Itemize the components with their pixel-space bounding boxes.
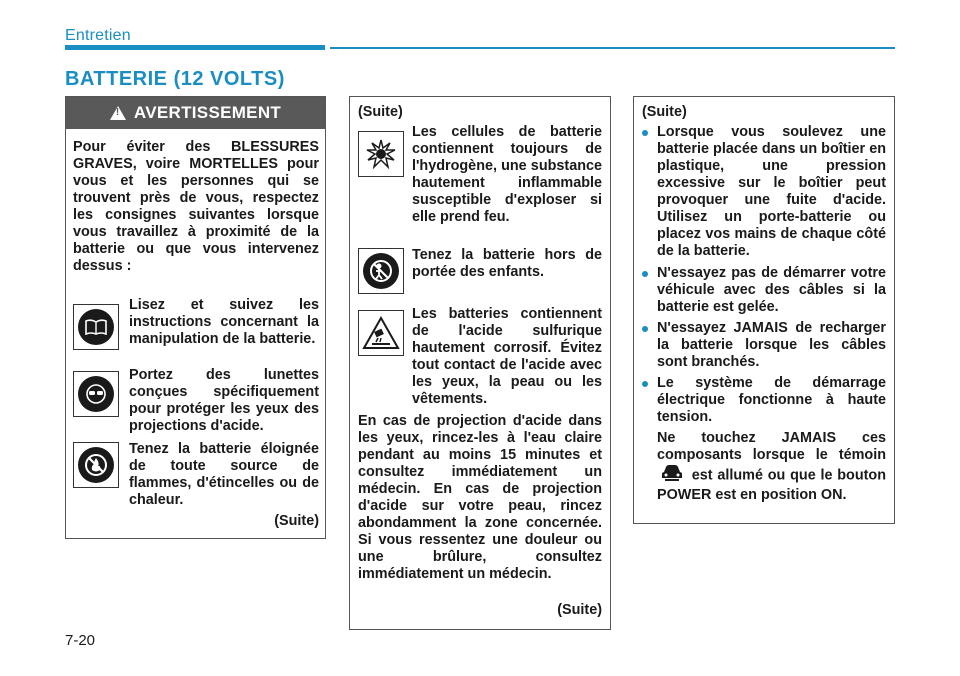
suite-label: (Suite) — [274, 513, 319, 529]
warning-triangle-icon — [110, 106, 126, 120]
explosive-gas-icon — [358, 131, 404, 177]
suite-label: (Suite) — [642, 104, 687, 120]
warning-item — [73, 304, 119, 350]
page-number: 7-20 — [65, 632, 96, 649]
no-flames-icon — [73, 442, 119, 488]
page-title: BATTERIE (12 VOLTS) — [65, 68, 285, 90]
header-bar — [65, 45, 325, 50]
warning-header-label: AVERTISSEMENT — [133, 103, 282, 122]
warning-item — [73, 371, 119, 417]
middle-item — [358, 131, 404, 177]
middle-item-text: Les batteries contiennent de l'acide sulfurique hautement corrosif. Évitez tout contact de l'acide avec les yeux, la peau ou les vêtements. — [412, 306, 602, 407]
section-label: Entretien — [65, 27, 131, 44]
manual-book-icon — [73, 304, 119, 350]
bullet-item: N'essayez pas de démarrer votre véhicule avec des câbles si la batterie est gelée. — [642, 265, 886, 316]
warning-item-text: Portez des lunettes conçues spécifiquement pour protéger les yeux des projections d'acide. — [129, 367, 319, 434]
corrosive-acid-icon — [358, 310, 404, 356]
warning-item-text: Lisez et suivez les instructions concernant la manipulation de la batterie. — [129, 297, 319, 347]
keep-away-children-icon — [358, 248, 404, 294]
warning-header — [66, 97, 325, 129]
middle-item-text: Les cellules de batterie contiennent toujours de l'hydrogène, une substance hautement inflammable susceptible d'exploser si elle prend feu. — [412, 124, 602, 225]
warning-item — [73, 442, 119, 488]
bullet-item: Le système de démarrage électrique fonctionne à haute tension. — [642, 375, 886, 426]
middle-item-text: Tenez la batterie hors de portée des enfants. — [412, 247, 602, 280]
ready-indicator-car-icon — [660, 464, 684, 487]
high-voltage-note — [657, 430, 886, 504]
warning-item-text: Tenez la batterie éloignée de toute source de flammes, d'étincelles ou de chaleur. — [129, 441, 319, 508]
note-text-before: Ne touchez JAMAIS ces composants lorsque le témoin — [657, 430, 886, 463]
middle-item — [358, 310, 404, 356]
bullet-item: N'essayez JAMAIS de recharger la batterie lorsque les câbles sont branchés. — [642, 320, 886, 371]
acid-paragraph: En cas de projection d'acide dans les yeux, rincez-les à l'eau claire pendant au moins 15 minutes et consultez immédiatement un médecin. En cas de projection d'acide sur votre peau, rincez abondamment la zone concernée. Si vous ressentez une douleur ou une brûlure, consultez immédiatement un médecin. — [358, 413, 602, 582]
middle-item — [358, 248, 404, 294]
safety-goggles-icon — [73, 371, 119, 417]
suite-label: (Suite) — [358, 104, 403, 120]
suite-label: (Suite) — [557, 602, 602, 618]
warning-intro: Pour éviter des BLESSURES GRAVES, voire MORTELLES pour vous et les personnes qui se trouvent près de vous, respectez les consignes suivantes lorsque vous travaillez à proximité de la batterie ou que vous intervenez dessus : — [73, 139, 319, 274]
header-rule — [330, 47, 895, 49]
note-text-after: est allumé ou que le bouton POWER est en position ON. — [657, 467, 887, 503]
bullet-item: Lorsque vous soulevez une batterie placée dans un boîtier en plastique, une pression excessive sur le boîtier peut provoquer une fuite d'acide. Utilisez un porte-batterie ou placez vos mains de chaque côté de la batterie. — [642, 124, 886, 260]
